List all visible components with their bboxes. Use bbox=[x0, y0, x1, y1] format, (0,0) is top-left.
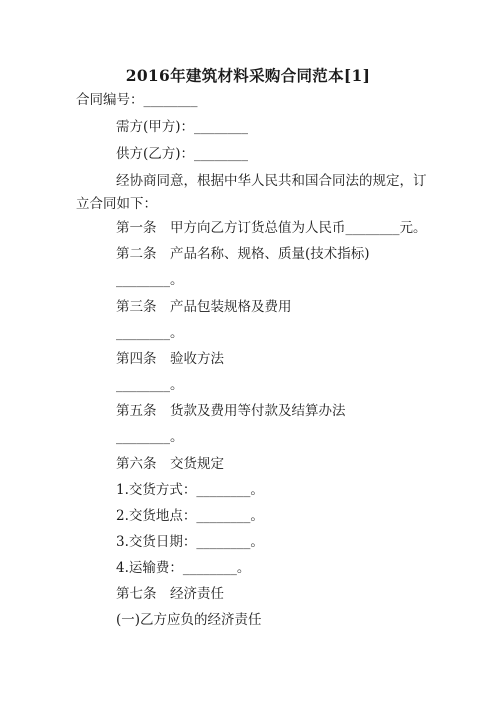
article-6 bbox=[116, 455, 224, 473]
article-label: 第六条 bbox=[116, 456, 157, 472]
article-text: 产品包装规格及费用 bbox=[170, 299, 292, 315]
article-2 bbox=[116, 245, 370, 263]
article-text: 甲方向乙方订货总值为人民币________元。 bbox=[170, 220, 427, 236]
delivery-item: 1.交货方式：________。 bbox=[116, 482, 264, 498]
article-label: 第二条 bbox=[116, 246, 157, 262]
article-2-blank: ________。 bbox=[116, 272, 184, 288]
delivery-item: 3.交货日期：________。 bbox=[116, 534, 264, 550]
contract-number: 合同编号：________ bbox=[76, 92, 198, 108]
article-label: 第一条 bbox=[116, 220, 157, 236]
intro-line-1: 经协商同意，根据中华人民共和国合同法的规定，订 bbox=[116, 173, 427, 189]
article-7 bbox=[116, 585, 224, 603]
article-label: 第七条 bbox=[116, 586, 157, 602]
article-1 bbox=[116, 219, 427, 237]
article-text: 经济责任 bbox=[170, 586, 224, 602]
article-4-blank: ________。 bbox=[116, 377, 184, 393]
article-5 bbox=[116, 402, 346, 420]
subsection-heading: (一)乙方应负的经济责任 bbox=[116, 612, 262, 628]
article-text: 验收方法 bbox=[170, 351, 224, 367]
article-text: 交货规定 bbox=[170, 456, 224, 472]
delivery-item: 4.运输费：________。 bbox=[116, 560, 251, 576]
delivery-item: 2.交货地点：________。 bbox=[116, 508, 264, 524]
seller-line: 供方(乙方)：________ bbox=[116, 146, 249, 162]
article-3 bbox=[116, 298, 292, 316]
article-label: 第四条 bbox=[116, 351, 157, 367]
document-title: 2016年建筑材料采购合同范本[1] bbox=[125, 66, 371, 85]
article-label: 第五条 bbox=[116, 403, 157, 419]
intro-line-2: 立合同如下： bbox=[76, 196, 157, 212]
article-3-blank: ________。 bbox=[116, 325, 184, 341]
article-text: 产品名称、规格、质量(技术指标) bbox=[170, 246, 370, 262]
article-text: 货款及费用等付款及结算办法 bbox=[170, 403, 346, 419]
buyer-line: 需方(甲方)：________ bbox=[116, 119, 249, 135]
article-5-blank: ________。 bbox=[116, 429, 184, 445]
article-4 bbox=[116, 350, 224, 368]
article-label: 第三条 bbox=[116, 299, 157, 315]
